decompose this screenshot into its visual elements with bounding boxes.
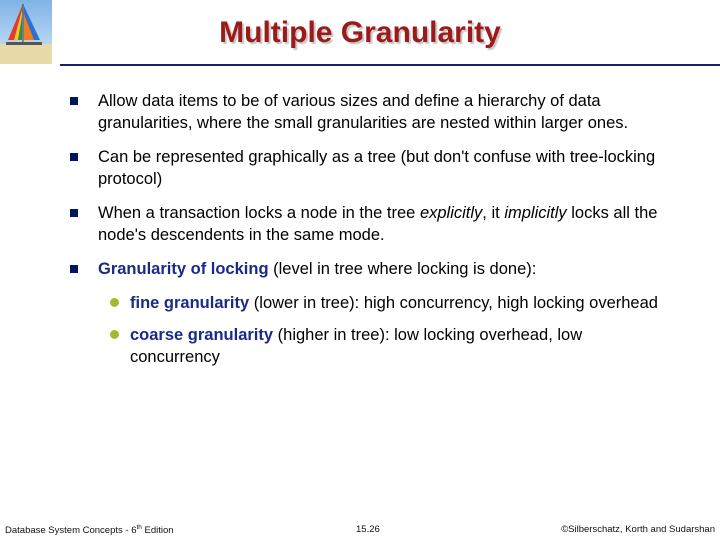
- title-divider: [60, 64, 720, 66]
- emphasis-explicitly: explicitly: [419, 204, 483, 222]
- round-bullet-icon: [110, 330, 119, 339]
- footer-left-text: Database System Concepts - 6: [5, 525, 137, 537]
- square-bullet-icon: [70, 153, 78, 161]
- footer-left-suffix: Edition: [141, 525, 174, 537]
- bullet-text-part: , it: [482, 204, 505, 222]
- square-bullet-icon: [70, 209, 78, 217]
- sub-bullet-text: (lower in tree): high concurrency, high locking overhead: [249, 294, 658, 312]
- keyword-coarse-granularity: coarse granularity: [130, 326, 274, 344]
- footer-copyright: ©Silberschatz, Korth and Sudarshan: [561, 524, 715, 535]
- slide-title: Multiple Granularity: [219, 16, 501, 49]
- footer-page-number: 15.26: [356, 524, 380, 535]
- bullet-text-part: (level in tree where locking is done):: [268, 260, 537, 278]
- keyword-granularity-of-locking: Granularity of locking: [98, 260, 269, 278]
- emphasis-implicitly: implicitly: [504, 204, 567, 222]
- bullet-text-part: locks all the node's descendents in the same mode.: [98, 204, 658, 244]
- footer-left-sup: th: [136, 524, 142, 531]
- keyword-fine-granularity: fine granularity: [130, 294, 250, 312]
- bullet-item: [70, 146, 670, 190]
- bullet-text: Allow data items to be of various sizes and define a hierarchy of data granularities, where the small granularities are nested within larger ones.: [98, 92, 629, 132]
- square-bullet-icon: [70, 97, 78, 105]
- bullet-item: [70, 258, 670, 280]
- footer-book-title: [5, 524, 174, 536]
- bullet-text-part: When a transaction locks a node in the tree: [98, 204, 420, 222]
- sub-bullet-item: [70, 292, 670, 314]
- bullet-text: Can be represented graphically as a tree (but don't confuse with tree-locking protocol): [98, 148, 656, 188]
- bullet-item: [70, 202, 670, 246]
- sub-bullet-text: (higher in tree): low locking overhead, low concurrency: [130, 326, 583, 366]
- round-bullet-icon: [110, 298, 119, 307]
- square-bullet-icon: [70, 265, 78, 273]
- slide-footer: [0, 524, 720, 540]
- bullet-item: [70, 90, 670, 134]
- bullet-list: [70, 90, 670, 378]
- sub-bullet-item: [70, 324, 670, 368]
